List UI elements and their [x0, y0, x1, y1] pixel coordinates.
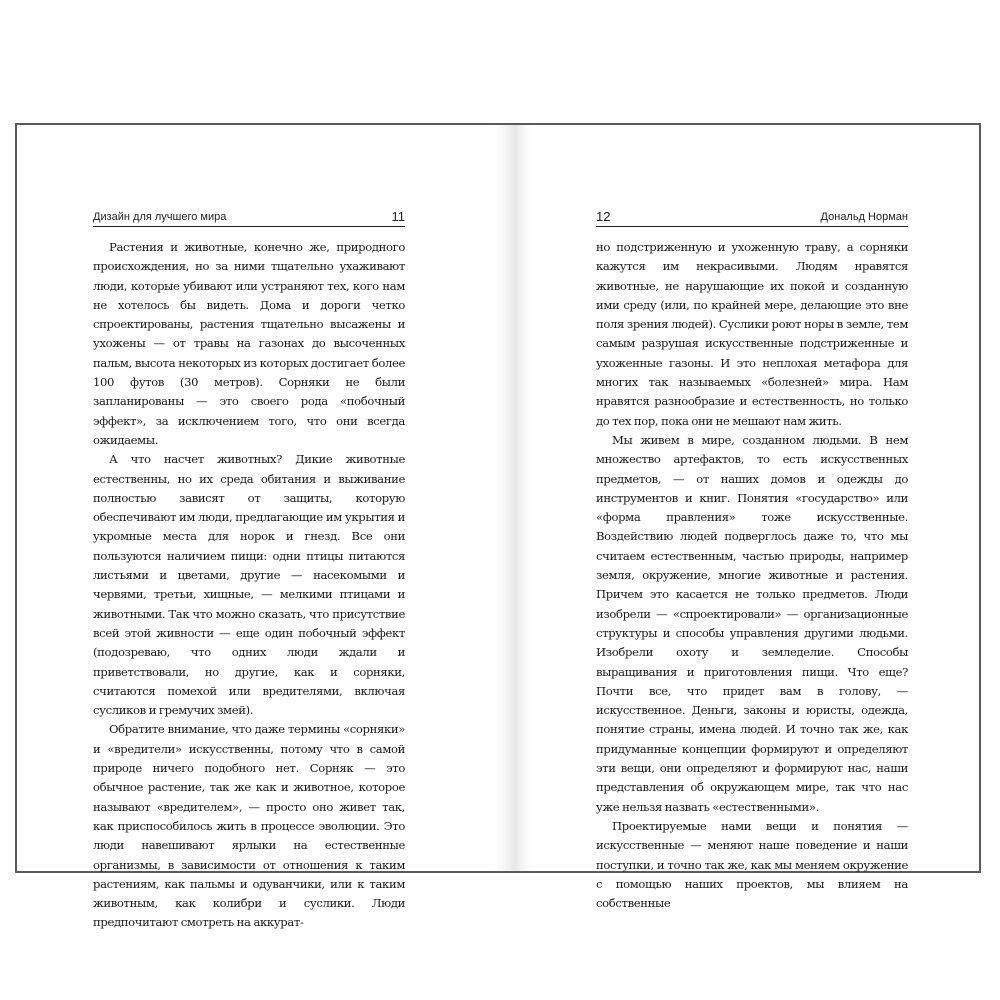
- left-body-text: [93, 238, 405, 933]
- left-running-head: [93, 207, 405, 227]
- right-running-title: Дональд Норман: [820, 211, 908, 223]
- paragraph: Растения и животные, конечно же, природного происхождения, но за ними тщательно ухаживают люди, которые убивают или устраняют тех, кого нам не хотелось бы видеть. Дома и дороги четко спроектированы, растения тщательно высажены и ухожены — от травы на газонах до высоченных пальм, высота некоторых из которых достигает более 100 футов (30 метров). Сорняки не были запланированы — это своего рода «побочный эффект», за исключением того, что они всегда ожидаемы.: [93, 240, 405, 447]
- right-page: [596, 207, 908, 913]
- paragraph: Мы живем в мире, созданном людьми. В нем множество артефактов, то есть искусственных предметов, — от наших домов и одежды до инструментов и книг. Понятия «государство» или «форма правления» тоже искусственные. Воздействию людей подверглось даже то, что мы считаем естественным, частью природы, например земля, окружение, многие животные и растения. Причем это касается не только предметов. Люди изобрели — «спроектировали» — организационные структуры и способы управления другими людьми. Изобрели охоту и земледелие. Способы выращивания и приготовления пищи. Что еще? Почти все, что придет вам в голову, — искусственное. Деньги, законы и юристы, одежда, понятие страны, имена людей. И точно так же, как придуманные концепции формируют и определяют эти вещи, они определяют и формируют нас, наши представления об окружающем мире, так что нас уже нельзя назвать «естественными».: [596, 432, 908, 814]
- book-gutter: [493, 125, 533, 871]
- paragraph: А что насчет животных? Дикие животные естественны, но их среда обитания и выживание полностью зависят от защиты, которую обеспечивают им люди, предлагающие им укрытия и укромные места для норок и гнезд. Все они пользуются наличием пищи: одни птицы питаются листьями и цветами, другие — насекомыми и червями, третьи, хищные, — мелкими птицами и животными. Так что можно сказать, что присутствие всей этой живности — еще один побочный эффект (подозреваю, что одних люди ждали и приветствовали, но другие, как и сорняки, считаются помехой или вредителями, включая сусликов и гремучих змей).: [93, 452, 405, 718]
- paragraph-continued: но подстриженную и ухоженную траву, а сорняки кажутся им некрасивыми. Людям нравятся животные, не нарушающие их покой и созданную ими среду (или, по крайней мере, делающие это вне поля зрения людей). Суслики роют норы в земле, тем самым разрушая искусственные подстриженные и ухоженные газоны. И это неплохая метафора для многих так называемых «болезней» мира. Нам нравятся разнообразие и естественность, но только до тех пор, пока они не мешают нам жить.: [596, 240, 908, 428]
- paragraph: Проектируемые нами вещи и понятия — искусственные — меняют наше поведение и наши поступки, и точно так же, как мы меняем окружение с помощью наших проектов, мы влияем на собственные: [596, 818, 908, 911]
- right-page-number: 12: [596, 209, 611, 224]
- left-page: [93, 207, 405, 933]
- right-body-text: [596, 238, 908, 913]
- left-running-title: Дизайн для лучшего мира: [93, 211, 227, 223]
- right-running-head: [596, 207, 908, 227]
- book-spread: [15, 123, 981, 930]
- paragraph: Обратите внимание, что даже термины «сорняки» и «вредители» искусственны, потому что в самой природе ничего подобного нет. Сорняк — это обычное растение, так же как и животное, которое называют «вредителем», — просто оно живет так, как приспособилось жить в процессе эволюции. Это люди навешивают ярлыки на естественные организмы, в зависимости от отношения к таким растениям, как пальмы и одуванчики, или к таким животным, как колибри и суслики. Люди предпочитают смотреть на аккурат-: [93, 722, 405, 930]
- left-page-number: 11: [391, 209, 405, 224]
